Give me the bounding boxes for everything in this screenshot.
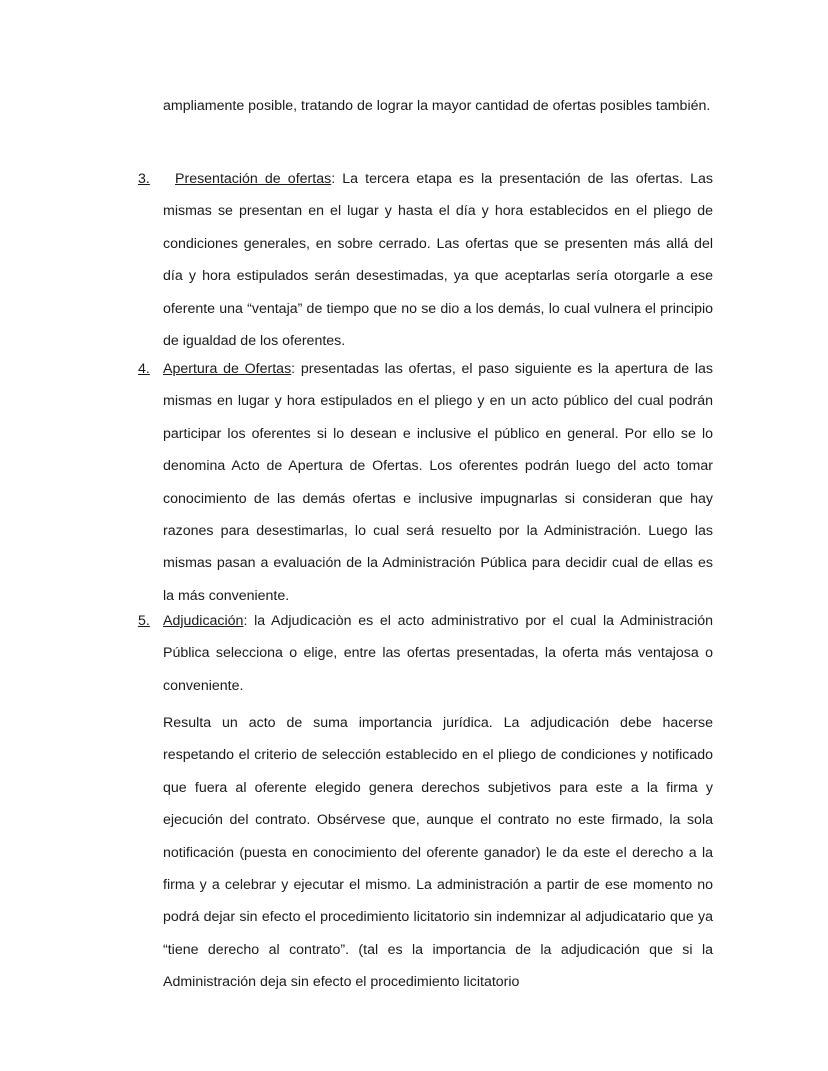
item-5-paragraph	[163, 605, 713, 702]
item-3-number: 3.	[138, 171, 150, 187]
item-4-paragraph	[163, 353, 713, 612]
item-5-title: Adjudicación	[163, 613, 244, 629]
item-5-number: 5.	[138, 613, 150, 629]
item-3-title: Presentación de ofertas	[175, 171, 332, 187]
closing-paragraph: Resulta un acto de suma importancia jurídica. La adjudicación debe hacerse respetando el criterio de selección establecido en el pliego de condiciones y notificado que fuera al oferente elegido genera derechos subjetivos para este a la firma y ejecución del contrato. Obsérvese que, aunque el contrato no este firmado, la sola notificación (puesta en conocimiento del oferente ganador) le da este el derecho a la firma y a celebrar y ejecutar el mismo. La administración a partir de ese momento no podrá dejar sin efecto el procedimiento licitatorio sin indemnizar al adjudicatario que ya “tiene derecho al contrato”. (tal es la importancia de la adjudicación que si la Administración deja sin efecto el procedimiento licitatorio	[163, 715, 713, 991]
item-3-text: : La tercera etapa es la presentación de las ofertas. Las mismas se presentan en el lugar y hasta el día y hora establecidos en el pliego de condiciones generales, en sobre cerrado. Las ofertas que se presenten más allá del día y hora estipulados serán desestimadas, ya que aceptarlas sería otorgarle a ese oferente una “ventaja” de tiempo que no se dio a los demás, lo cual vulnera el principio de igualdad de los oferentes.	[163, 171, 713, 350]
item-5-text: : la Adjudicaciòn es el acto administrativo por el cual la Administración Pública selecciona o elige, entre las ofertas presentadas, la oferta más ventajosa o conveniente.	[163, 613, 713, 694]
item-4-title: Apertura de Ofertas	[163, 361, 292, 377]
item-4-number: 4.	[138, 361, 150, 377]
item-3-paragraph	[163, 163, 713, 357]
intro-paragraph: ampliamente posible, tratando de lograr la mayor cantidad de ofertas posibles también.	[163, 98, 711, 114]
item-4-text: : presentadas las ofertas, el paso siguiente es la apertura de las mismas en lugar y hora estipulados en el pliego y en un acto público del cual podrán participar los oferentes si lo desean e inclusive el público en general. Por ello se lo denomina Acto de Apertura de Ofertas. Los oferentes podrán luego del acto tomar conocimiento de las demás ofertas e inclusive impugnarlas si consideran que hay razones para desestimarlas, lo cual será resuelto por la Administración. Luego las mismas pasan a evaluación de la Administración Pública para decidir cual de ellas es la más conveniente.	[163, 361, 713, 604]
